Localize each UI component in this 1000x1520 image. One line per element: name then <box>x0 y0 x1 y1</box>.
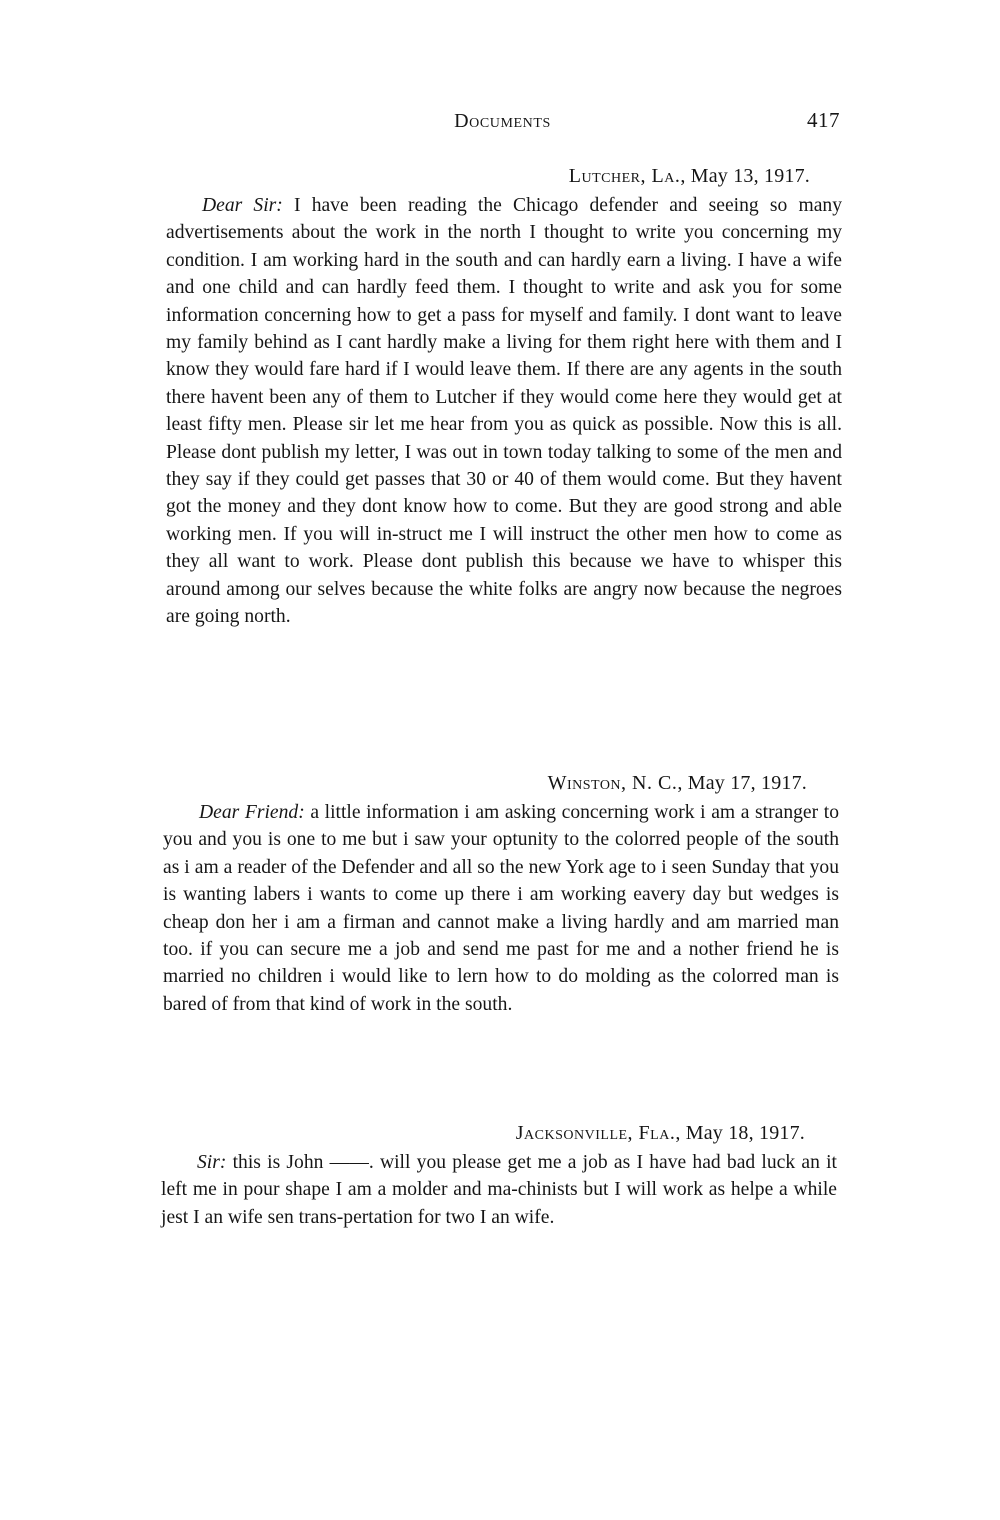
letter-text: I have been reading the Chicago defender and seeing so many advertisements about the work in the north I thought to write you concerning my condition. I am working hard in the south and can hardly earn a living. I have a wife and one child and can hardly feed them. I thought to write and ask you for some information concerning how to get a pass for myself and family. I dont want to leave my family behind as I cant hardly make a living for them right here with them and I know they would fare hard if I would leave them. If there are any agents in the south there havent been any of them to Lutcher if they would come here they would get at least fifty men. Please sir let me hear from you as quick as possible. Now this is all. Please dont publish my letter, I was out in town today talking to some of the men and they say if they could get passes that 30 or 40 of them would come. But they havent got the money and they dont know how to come. But they are good strong and able working men. If you will in-struct me I will instruct the other men how to come as they all want to work. Please dont publish this because we have to whisper this around among our selves because the white folks are angry now because the negroes are going north. <box>166 195 842 628</box>
letter-date: , May 17, 1917. <box>677 772 807 794</box>
letter-dateline <box>163 770 839 797</box>
page-number: 417 <box>807 108 840 132</box>
running-head <box>165 110 840 140</box>
letter-jacksonville <box>161 1120 837 1231</box>
letter-lutcher <box>166 163 842 631</box>
letter-body <box>163 799 839 1018</box>
letter-salutation: Dear Sir: <box>202 195 283 216</box>
letter-body <box>166 192 842 631</box>
letter-date: , May 18, 1917. <box>675 1122 805 1144</box>
letter-body <box>161 1149 837 1231</box>
letter-place: Lutcher, La. <box>568 165 681 187</box>
letter-salutation: Dear Friend: <box>199 802 305 823</box>
letter-winston <box>163 770 839 1018</box>
letter-dateline <box>166 163 842 190</box>
letter-place: Winston, N. C. <box>547 772 678 794</box>
letter-text: a little information i am asking concerning work i am a stranger to you and you is one to me but i saw your optunity to the colorred people of the south as i am a reader of the Defender and all so the new York age to i seen Sunday that you is wanting labers i wants to come up there i am working eavery day but wedges is cheap don her i am a firman and cannot make a living hardly and am married man too. if you can secure me a job and send me past for me and a nother friend he is married no children i would like to lern how to do molding as the colorred man is bared of from that kind of work in the south. <box>163 802 839 1015</box>
letter-salutation: Sir: <box>197 1152 227 1173</box>
letter-place: Jacksonville, Fla. <box>515 1122 676 1144</box>
letter-dateline <box>161 1120 837 1147</box>
running-title: Documents <box>454 110 551 132</box>
letter-date: , May 13, 1917. <box>680 165 810 187</box>
letter-text: this is John ——. will you please get me a job as I have had bad luck an it left me in pour shape I am a molder and ma-chinists but I will work as helpe a while jest I an wife sen trans-pertation for two I an wife. <box>161 1152 837 1228</box>
